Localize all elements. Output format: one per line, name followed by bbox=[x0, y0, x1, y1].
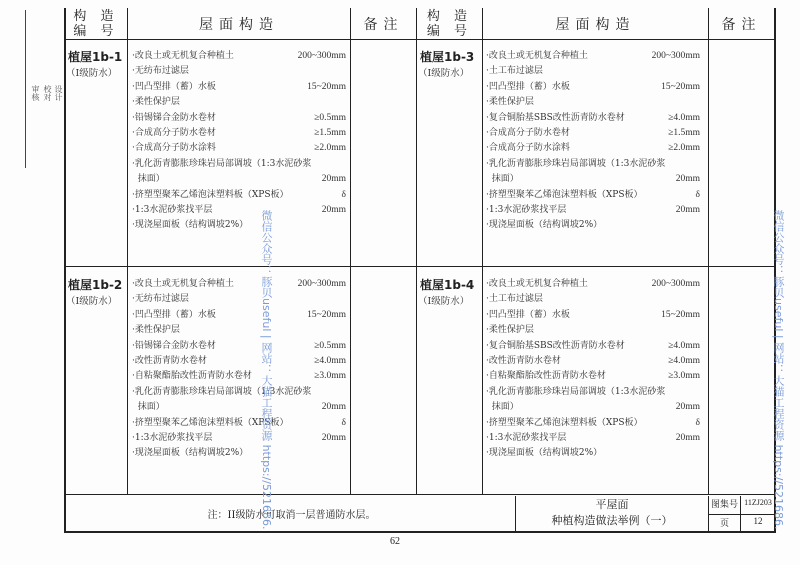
watermark: 微信公众号：豚贝useful | 网站：大猫工程资源 https://521686. bbox=[772, 210, 785, 530]
layer-item bbox=[132, 157, 346, 172]
atlas-value: 11ZJ203 bbox=[744, 498, 772, 507]
layer-name: ·挤塑型聚苯乙烯泡沫塑料板（XPS板） bbox=[132, 189, 289, 200]
layer-name: ·自粘聚酯胎改性沥青防水卷材 bbox=[132, 371, 252, 382]
layer-thickness: 15~20mm bbox=[661, 81, 700, 92]
entry-grade: （I级防水） bbox=[66, 296, 118, 307]
layer-name: ·柔性保护层 bbox=[132, 97, 180, 108]
layer-item bbox=[132, 64, 346, 79]
layer-item bbox=[486, 64, 700, 79]
layer-thickness: ≥0.5mm bbox=[314, 112, 346, 123]
layer-item bbox=[132, 111, 346, 126]
layer-name: 抹面） bbox=[132, 174, 165, 185]
layer-item bbox=[132, 126, 346, 141]
layer-thickness: δ bbox=[695, 189, 700, 200]
layer-item bbox=[486, 385, 700, 400]
layer-item bbox=[132, 308, 346, 323]
layer-thickness: δ bbox=[695, 417, 700, 428]
layer-item bbox=[486, 203, 700, 218]
layer-thickness: 20mm bbox=[675, 174, 700, 185]
layer-name: ·1:3水泥砂浆找平层 bbox=[486, 432, 567, 443]
layer-thickness: ≥0.5mm bbox=[314, 340, 346, 351]
layer-thickness: ≥1.5mm bbox=[668, 127, 700, 138]
page-number: 62 bbox=[390, 536, 400, 547]
layer-thickness: 15~20mm bbox=[307, 309, 346, 320]
header-code bbox=[417, 8, 482, 40]
layer-name: 抹面） bbox=[486, 402, 519, 413]
layer-item bbox=[486, 277, 700, 292]
layer-name: ·改性沥青防水卷材 bbox=[486, 355, 561, 366]
layer-name: ·合成高分子防水卷材 bbox=[132, 127, 216, 138]
layer-thickness: 200~300mm bbox=[297, 279, 346, 289]
layer-name: ·挤塑型聚苯乙烯泡沫塑料板（XPS板） bbox=[132, 417, 289, 428]
layer-name: ·土工布过滤层 bbox=[486, 294, 543, 305]
layer-thickness: δ bbox=[341, 189, 346, 200]
layer-thickness: ≥4.0mm bbox=[668, 340, 700, 351]
layer-item bbox=[132, 218, 346, 233]
layer-item bbox=[486, 339, 700, 354]
layer-thickness: 20mm bbox=[675, 402, 700, 413]
layer-thickness: 20mm bbox=[321, 402, 346, 413]
layer-item bbox=[486, 369, 700, 384]
layer-list bbox=[486, 49, 700, 234]
layer-name: ·凹凸型排（蓄）水板 bbox=[132, 309, 216, 320]
page-label: 页 bbox=[719, 519, 729, 529]
signature-strip bbox=[25, 10, 65, 168]
layer-thickness: ≥3.0mm bbox=[668, 371, 700, 382]
layer-name: ·乳化沥青膨胀珍珠岩局部调坡（1:3水泥砂浆 bbox=[132, 386, 312, 397]
layer-item bbox=[486, 308, 700, 323]
layer-name: ·柔性保护层 bbox=[132, 325, 180, 336]
layer-name: ·挤塑型聚苯乙烯泡沫塑料板（XPS板） bbox=[486, 417, 643, 428]
sign-label: 设计 bbox=[54, 85, 63, 101]
layer-name: ·凹凸型排（蓄）水板 bbox=[132, 81, 216, 92]
layer-name: ·无纺布过滤层 bbox=[132, 66, 189, 77]
header-remarks: 备注 bbox=[721, 17, 762, 33]
layer-item bbox=[132, 188, 346, 203]
header-construction: 屋面构造 bbox=[199, 17, 279, 33]
layer-item bbox=[132, 416, 346, 431]
layer-name: ·乳化沥青膨胀珍珠岩局部调坡（1:3水泥砂浆 bbox=[486, 158, 666, 169]
layer-thickness: ≥3.0mm bbox=[314, 371, 346, 382]
layer-name: ·改良土或无机复合种植土 bbox=[132, 51, 234, 61]
layer-list bbox=[486, 277, 700, 462]
entry-code: 植屋1b-3 bbox=[420, 50, 475, 64]
layer-thickness: 20mm bbox=[321, 432, 346, 443]
entry-grade: （I级防水） bbox=[66, 68, 118, 79]
layer-item bbox=[132, 431, 346, 446]
layer-item bbox=[486, 431, 700, 446]
layer-name: ·改良土或无机复合种植土 bbox=[486, 51, 588, 61]
layer-item bbox=[132, 49, 346, 64]
layer-name: ·铅锡锑合金防水卷材 bbox=[132, 112, 216, 123]
page-value: 12 bbox=[753, 516, 763, 526]
entry-grade: （I级防水） bbox=[418, 68, 470, 79]
header-construction: 屋面构造 bbox=[555, 17, 636, 33]
layer-name: ·改良土或无机复合种植土 bbox=[486, 279, 588, 289]
layer-item bbox=[486, 400, 700, 415]
layer-name: ·柔性保护层 bbox=[486, 97, 534, 108]
sign-label: 校对 bbox=[43, 85, 52, 101]
layer-list bbox=[132, 277, 346, 462]
header-code bbox=[65, 8, 127, 40]
atlas-label: 图集号 bbox=[710, 500, 738, 510]
title-line2: 种植构造做法举例（一） bbox=[551, 514, 673, 527]
layer-thickness: δ bbox=[341, 417, 346, 428]
layer-name: ·凹凸型排（蓄）水板 bbox=[486, 81, 570, 92]
layer-item bbox=[486, 95, 700, 110]
header-code-line1: 构 造 bbox=[73, 9, 119, 24]
layer-thickness: ≥2.0mm bbox=[314, 143, 346, 154]
entry-code: 植屋1b-4 bbox=[420, 278, 475, 292]
layer-name: ·合成高分子防水涂料 bbox=[486, 143, 570, 154]
layer-item bbox=[132, 369, 346, 384]
layer-item bbox=[486, 354, 700, 369]
layer-thickness: 20mm bbox=[321, 204, 346, 215]
layer-item bbox=[132, 141, 346, 156]
entry-code: 植屋1b-2 bbox=[68, 278, 123, 292]
layer-item bbox=[132, 172, 346, 187]
layer-name: ·铅锡锑合金防水卷材 bbox=[132, 340, 216, 351]
layer-item bbox=[486, 416, 700, 431]
layer-item bbox=[132, 323, 346, 338]
layer-item bbox=[132, 277, 346, 292]
layer-name: ·土工布过滤层 bbox=[486, 66, 543, 77]
layer-thickness: 15~20mm bbox=[307, 81, 346, 92]
layer-item bbox=[486, 126, 700, 141]
entry-grade: （I级防水） bbox=[418, 296, 470, 307]
layer-thickness: ≥1.5mm bbox=[314, 127, 346, 138]
layer-item bbox=[486, 188, 700, 203]
layer-name: ·现浇屋面板（结构调坡2%） bbox=[132, 220, 249, 231]
layer-name: ·改良土或无机复合种植土 bbox=[132, 279, 234, 289]
header-code-line1: 构 造 bbox=[426, 9, 473, 24]
title-line1: 平屋面 bbox=[595, 498, 629, 511]
layer-thickness: ≥4.0mm bbox=[668, 112, 700, 123]
footer-note: 注：II级防水可取消一层普通防水层。 bbox=[207, 510, 376, 521]
layer-item bbox=[132, 203, 346, 218]
layer-thickness: 200~300mm bbox=[651, 279, 700, 289]
watermark: 微信公众号：豚贝useful | 网站：大猫工程资源 https://521686. bbox=[260, 210, 273, 530]
layer-name: ·挤塑型聚苯乙烯泡沫塑料板（XPS板） bbox=[486, 189, 643, 200]
layer-item bbox=[132, 354, 346, 369]
layer-thickness: 20mm bbox=[321, 174, 346, 185]
layer-item bbox=[132, 339, 346, 354]
layer-name: ·合成高分子防水卷材 bbox=[486, 127, 570, 138]
layer-name: ·凹凸型排（蓄）水板 bbox=[486, 309, 570, 320]
layer-name: ·1:3水泥砂浆找平层 bbox=[132, 432, 213, 443]
layer-list bbox=[132, 49, 346, 234]
header-code-line2: 编 号 bbox=[426, 24, 473, 39]
layer-item bbox=[486, 141, 700, 156]
layer-name: ·现浇屋面板（结构调坡2%） bbox=[486, 448, 603, 459]
header-remarks: 备注 bbox=[363, 17, 404, 33]
layer-name: ·乳化沥青膨胀珍珠岩局部调坡（1:3水泥砂浆 bbox=[486, 386, 666, 397]
layer-name: 抹面） bbox=[486, 174, 519, 185]
layer-item bbox=[486, 446, 700, 461]
layer-item bbox=[486, 49, 700, 64]
layer-item bbox=[486, 80, 700, 95]
layer-item bbox=[486, 157, 700, 172]
layer-name: ·柔性保护层 bbox=[486, 325, 534, 336]
layer-name: 抹面） bbox=[132, 402, 165, 413]
layer-thickness: 20mm bbox=[675, 204, 700, 215]
layer-name: ·无纺布过滤层 bbox=[132, 294, 189, 305]
layer-item bbox=[486, 172, 700, 187]
layer-thickness: 200~300mm bbox=[651, 51, 700, 61]
layer-item bbox=[132, 446, 346, 461]
title-block bbox=[516, 497, 708, 529]
layer-name: ·复合铜胎基SBS改性沥青防水卷材 bbox=[486, 340, 625, 351]
header-code-line2: 编 号 bbox=[73, 24, 119, 39]
layer-item bbox=[132, 400, 346, 415]
layer-name: ·合成高分子防水涂料 bbox=[132, 143, 216, 154]
layer-item bbox=[132, 385, 346, 400]
layer-item bbox=[486, 111, 700, 126]
layer-item bbox=[132, 292, 346, 307]
layer-name: ·现浇屋面板（结构调坡2%） bbox=[486, 220, 603, 231]
layer-item bbox=[132, 80, 346, 95]
layer-name: ·自粘聚酯胎改性沥青防水卷材 bbox=[486, 371, 606, 382]
layer-name: ·1:3水泥砂浆找平层 bbox=[132, 204, 213, 215]
layer-thickness: ≥2.0mm bbox=[668, 143, 700, 154]
layer-name: ·改性沥青防水卷材 bbox=[132, 355, 207, 366]
layer-item bbox=[486, 292, 700, 307]
layer-thickness: 20mm bbox=[675, 432, 700, 443]
layer-thickness: ≥4.0mm bbox=[668, 355, 700, 366]
layer-thickness: ≥4.0mm bbox=[314, 355, 346, 366]
layer-name: ·1:3水泥砂浆找平层 bbox=[486, 204, 567, 215]
layer-name: ·复合铜胎基SBS改性沥青防水卷材 bbox=[486, 112, 625, 123]
entry-code: 植屋1b-1 bbox=[68, 50, 123, 64]
layer-item bbox=[486, 323, 700, 338]
layer-thickness: 15~20mm bbox=[661, 309, 700, 320]
layer-thickness: 200~300mm bbox=[297, 51, 346, 61]
layer-item bbox=[486, 218, 700, 233]
layer-name: ·现浇屋面板（结构调坡2%） bbox=[132, 448, 249, 459]
layer-name: ·乳化沥青膨胀珍珠岩局部调坡（1:3水泥砂浆 bbox=[132, 158, 312, 169]
sign-label: 审核 bbox=[31, 85, 40, 101]
layer-item bbox=[132, 95, 346, 110]
